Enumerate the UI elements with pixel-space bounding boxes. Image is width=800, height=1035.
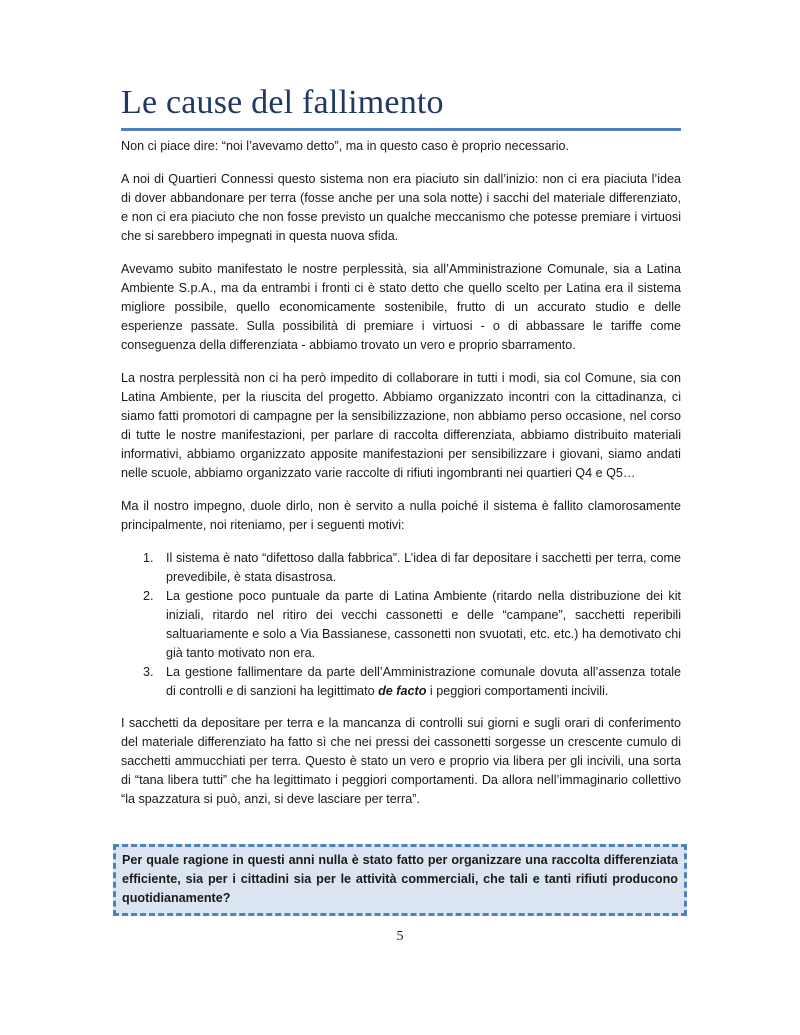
body-text	[121, 137, 681, 823]
paragraph: A noi di Quartieri Connessi questo sistema non era piaciuto sin dall’inizio: non ci era piaciuta l’idea di dover abbandonare per terra (fosse anche per una sola notte) i sacchi del materiale differenziato, e non ci era piaciuto che non fosse previsto un qualche meccanismo che potesse premiare i virtuosi che si sarebbero impegnati in questa nuova sfida.	[121, 172, 681, 243]
paragraph: Ma il nostro impegno, duole dirlo, non è servito a nulla poiché il sistema è fallito clamorosamente principalmente, noi riteniamo, per i seguenti motivi:	[121, 499, 681, 532]
paragraph: I sacchetti da depositare per terra e la mancanza di controlli sui giorni e sugli orari di conferimento del materiale differenziato ha fatto sì che nei pressi dei cassonetti sorgesse un crescente cumulo di sacchetti ammucchiati per terra. Questo è stato un vero e proprio via libera per gli incivili, una sorta di “tana libera tutti” che ha legittimato i peggiori comportamenti. Da allora nell’immaginario collettivo “la spazzatura si può, anzi, si deve lasciare per terra”.	[121, 716, 681, 806]
emphasis-text: de facto	[378, 684, 427, 698]
reasons-list	[121, 549, 681, 701]
list-item-text: Il sistema è nato “difettoso dalla fabbrica”. L’idea di far depositare i sacchetti per terra, come prevedibile, è stata disastrosa.	[166, 551, 681, 584]
paragraph: Avevamo subito manifestato le nostre perplessità, sia all’Amministrazione Comunale, sia a Latina Ambiente S.p.A., ma da entrambi i fronti ci è stato detto che quello scelto per Latina era il sistema migliore possibile, quello economicamente sostenibile, frutto di un accurato studio e delle esperienze passate. Sulla possibilità di premiare i virtuosi - o di abbassare le tariffe come conseguenza della differenziata - abbiamo trovato un vero e proprio sbarramento.	[121, 262, 681, 352]
list-number: 3.	[143, 665, 154, 679]
paragraph: La nostra perplessità non ci ha però impedito di collaborare in tutti i modi, sia col Comune, sia con Latina Ambiente, per la riuscita del progetto. Abbiamo organizzato incontri con la cittadinanza, ci siamo fatti promotori di campagne per la sensibilizzazione, non abbiamo perso occasione, nel corso di tutte le nostre manifestazioni, per parlare di raccolta differenziata, abbiamo distribuito materiali informativi, abbiamo organizzato apposite manifestazioni per sensibilizzare i giovani, siamo andati nelle scuole, abbiamo organizzato varie raccolte di rifiuti ingombranti nei quartieri Q4 e Q5…	[121, 371, 681, 480]
page-title: Le cause del fallimento	[121, 84, 444, 121]
list-item-text: La gestione fallimentare da parte dell’Amministrazione comunale dovuta all’assenza totale di controlli e di sanzioni ha legittimato	[166, 665, 681, 698]
title-underline	[121, 128, 681, 131]
list-item-text: La gestione poco puntuale da parte di Latina Ambiente (ritardo nella distribuzione dei kit iniziali, ritardo nel ritiro dei vecchi cassonetti e delle “campane”, sacchetti reperibili saltuariamente e solo a Via Bassianese, cassonetti non svuotati, etc. etc.) ha demotivato chi già tanto motivato non era.	[166, 589, 681, 660]
page-number: 5	[396, 929, 404, 944]
list-item	[121, 587, 681, 663]
callout-box: Per quale ragione in questi anni nulla è stato fatto per organizzare una raccolta differenziata efficiente, sia per i cittadini sia per le attività commerciali, che tali e tanti rifiuti producono quotidianamente?	[113, 844, 687, 916]
list-item	[121, 663, 681, 701]
list-number: 1.	[143, 551, 154, 565]
list-number: 2.	[143, 589, 154, 603]
list-item	[121, 549, 681, 587]
list-item-text: i peggiori comportamenti incivili.	[426, 684, 609, 698]
paragraph: Non ci piace dire: “noi l’avevamo detto”, ma in questo caso è proprio necessario.	[121, 139, 570, 153]
